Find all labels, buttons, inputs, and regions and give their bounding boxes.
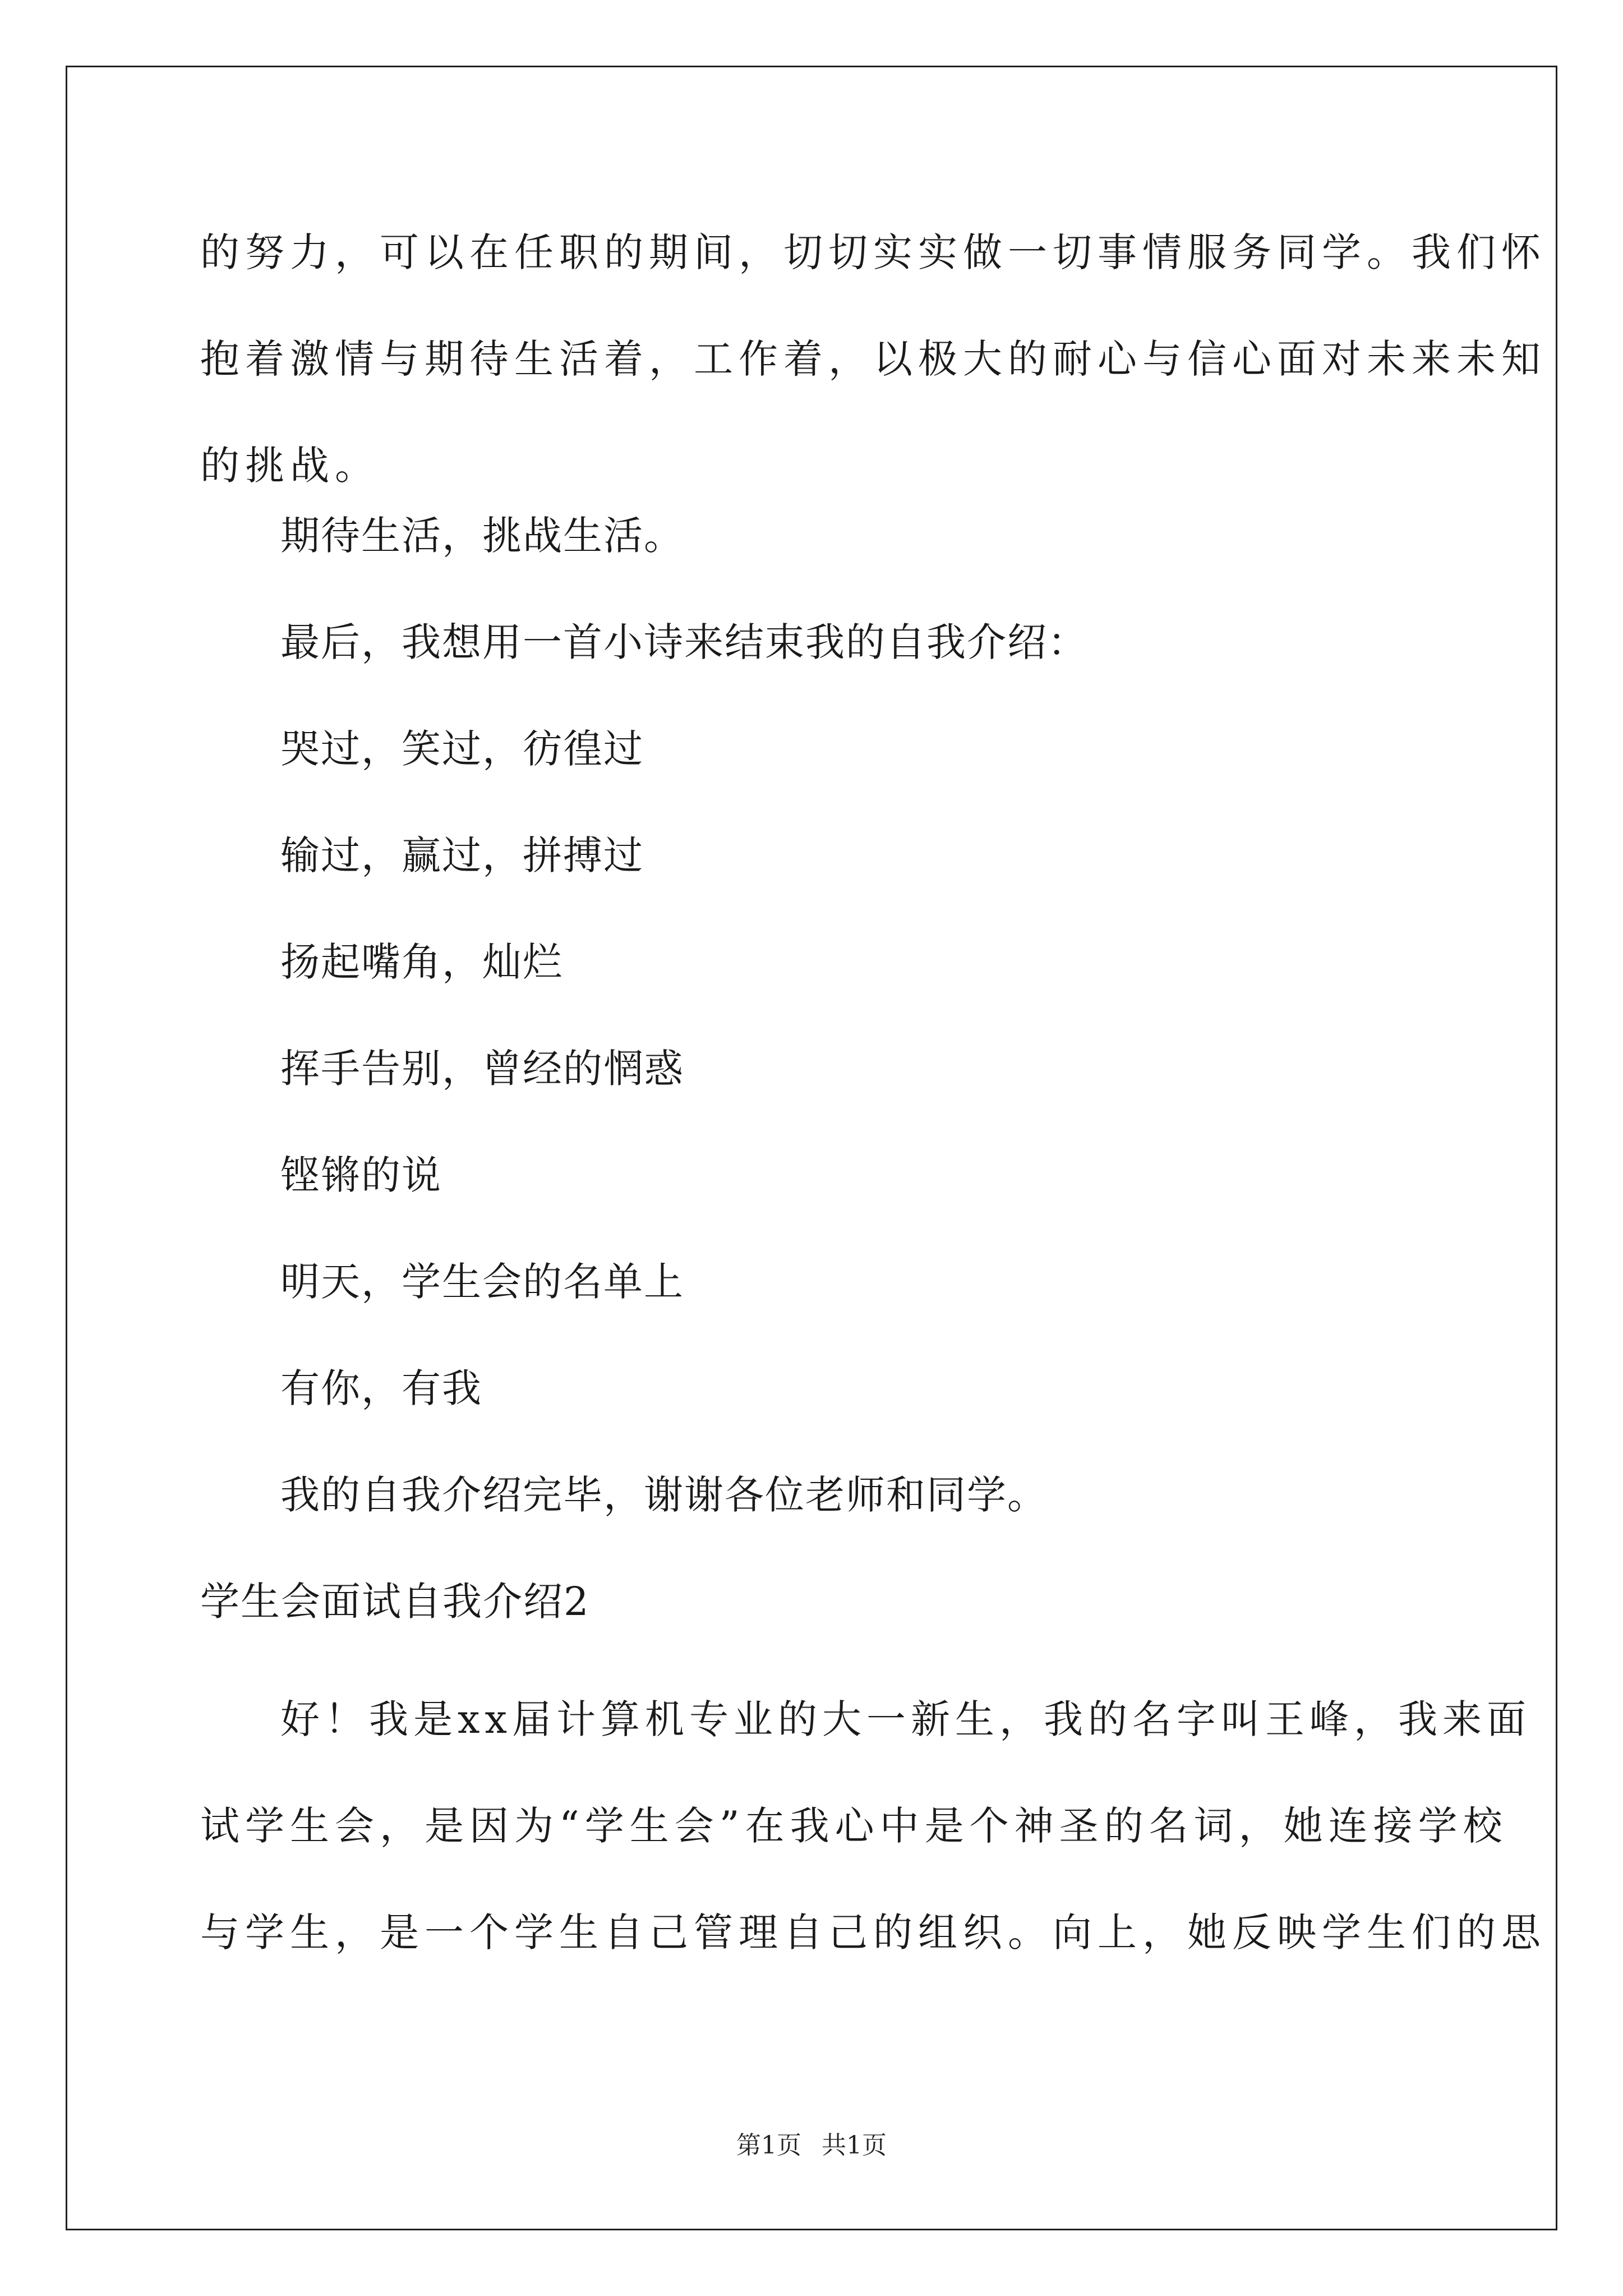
page-number: 第1页 xyxy=(736,2131,801,2160)
poem-line: 铿锵的说 xyxy=(280,1152,442,1198)
closing-paragraph: 我的自我介绍完毕，谢谢各位老师和同学。 xyxy=(280,1472,1048,1518)
poem-line: 输过，赢过，拼搏过 xyxy=(280,832,644,878)
page-border xyxy=(66,66,1557,2230)
body-text-line: 与学生，是一个学生自己管理自己的组织。向上，她反映学生们的思 xyxy=(200,1910,1546,1955)
poem-line: 扬起嘴角，灿烂 xyxy=(280,939,563,985)
body-paragraph: 最后，我想用一首小诗来结束我的自我介绍： xyxy=(280,619,1088,665)
poem-line: 有你，有我 xyxy=(280,1365,482,1411)
body-text-line: 抱着激情与期待生活着，工作着，以极大的耐心与信心面对未来未知 xyxy=(200,336,1546,382)
body-text-line: 的挑战。 xyxy=(200,443,380,489)
body-paragraph: 期待生活，挑战生活。 xyxy=(280,513,684,559)
body-text-line: 好！我是xx届计算机专业的大一新生，我的名字叫王峰，我来面 xyxy=(280,1696,1531,1742)
page-footer xyxy=(0,2129,1623,2162)
section-heading: 学生会面试自我介绍2 xyxy=(200,1579,590,1625)
body-text-line: 的努力，可以在任职的期间，切切实实做一切事情服务同学。我们怀 xyxy=(200,229,1546,275)
page-total: 共1页 xyxy=(822,2131,887,2160)
poem-line: 挥手告别，曾经的惘惑 xyxy=(280,1046,684,1092)
body-text-line: 试学生会，是因为“学生会”在我心中是个神圣的名词，她连接学校 xyxy=(200,1803,1508,1849)
poem-line: 明天，学生会的名单上 xyxy=(280,1259,684,1305)
poem-line: 哭过，笑过，彷徨过 xyxy=(280,726,644,772)
